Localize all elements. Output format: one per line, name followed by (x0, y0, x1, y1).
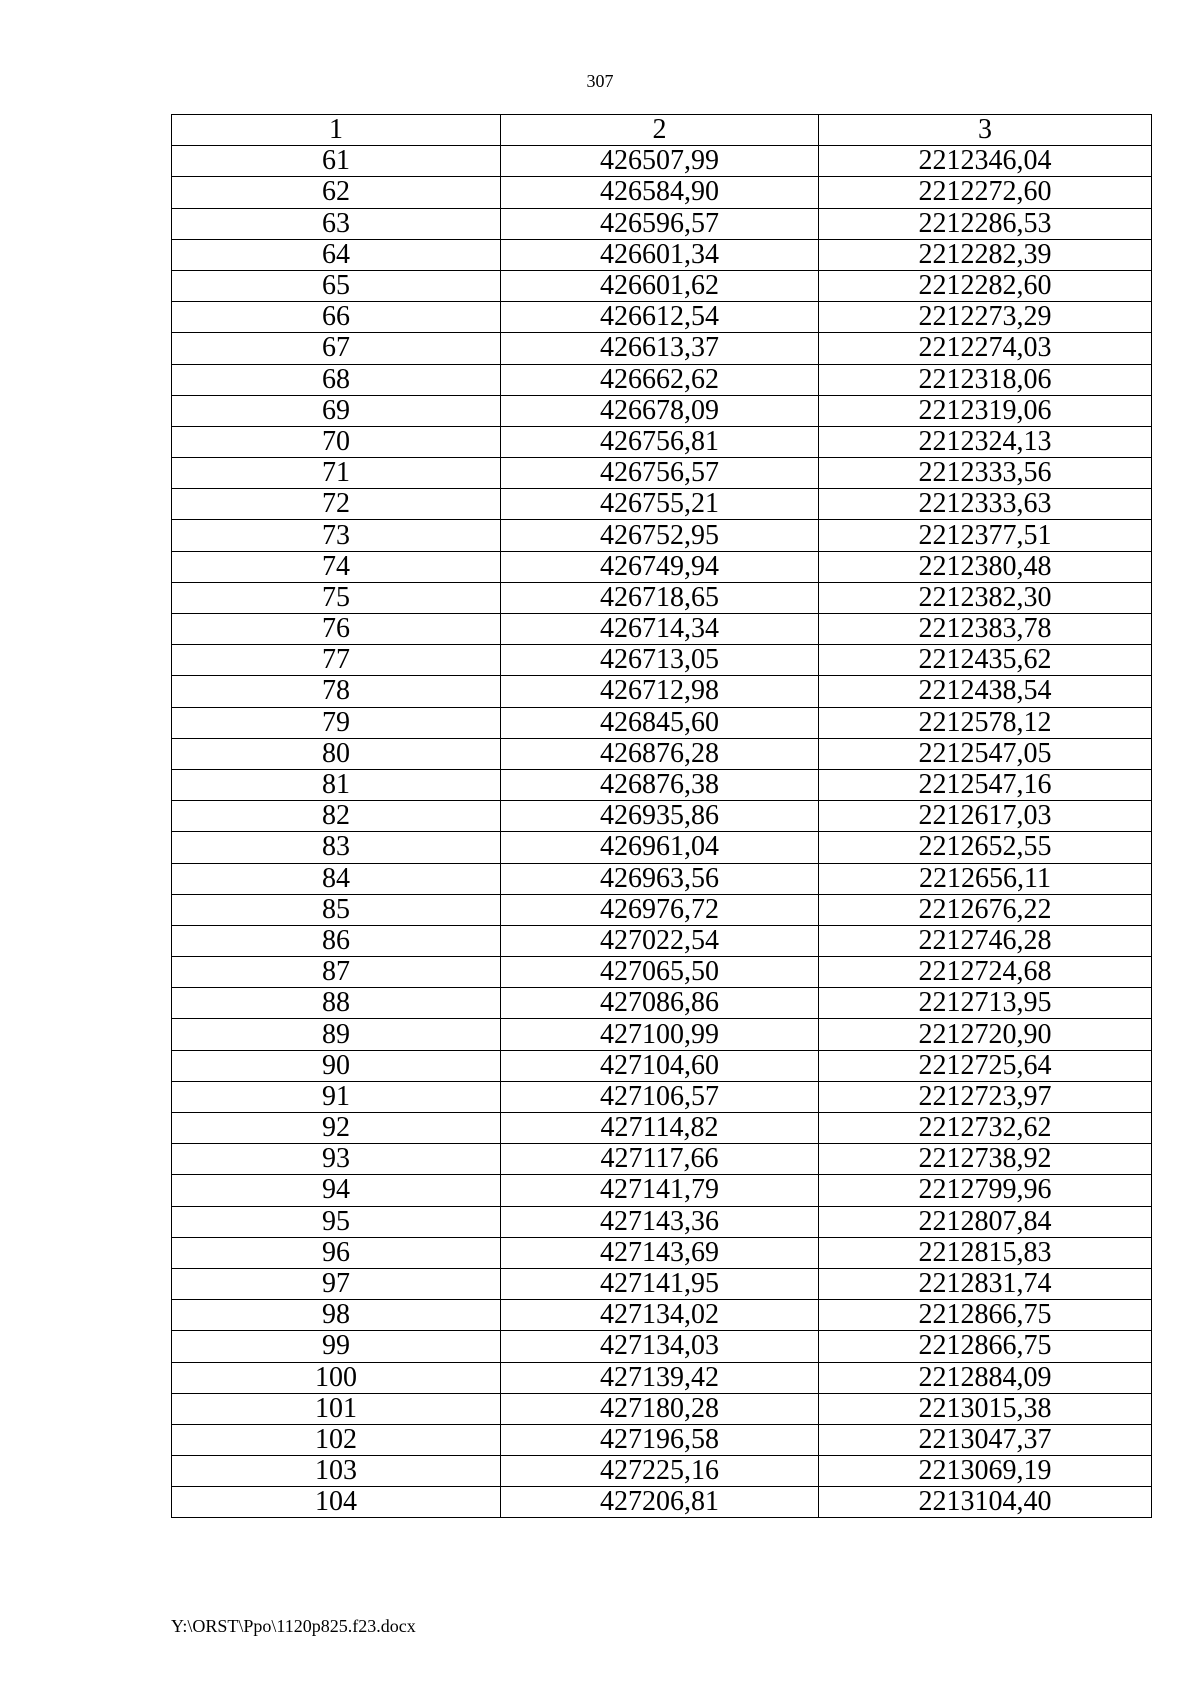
table-cell-col-3: 2212333,63 (819, 489, 1152, 520)
table-cell-col-2: 426756,81 (501, 426, 819, 457)
table-cell-col-1: 74 (172, 551, 501, 582)
table-cell-col-2: 426718,65 (501, 582, 819, 613)
table-cell-col-1: 103 (172, 1456, 501, 1487)
table-cell-col-3: 2212723,97 (819, 1081, 1152, 1112)
table-cell-col-1: 67 (172, 333, 501, 364)
table-row (172, 769, 1152, 800)
table-cell-col-3: 2212383,78 (819, 614, 1152, 645)
table-row (172, 707, 1152, 738)
table-cell-col-1: 80 (172, 738, 501, 769)
table-cell-col-3: 2212831,74 (819, 1268, 1152, 1299)
table-cell-col-2: 427141,95 (501, 1268, 819, 1299)
table-row (172, 1268, 1152, 1299)
table-cell-col-1: 84 (172, 863, 501, 894)
table-cell-col-1: 62 (172, 177, 501, 208)
table-cell-col-3: 2212720,90 (819, 1019, 1152, 1050)
table-cell-col-3: 2212438,54 (819, 676, 1152, 707)
table-cell-col-2: 427117,66 (501, 1144, 819, 1175)
table-row (172, 832, 1152, 863)
table-cell-col-2: 427143,36 (501, 1206, 819, 1237)
table-cell-col-3: 2212382,30 (819, 582, 1152, 613)
table-cell-col-2: 426662,62 (501, 364, 819, 395)
table-row (172, 1331, 1152, 1362)
table-row (172, 1237, 1152, 1268)
table-row (172, 582, 1152, 613)
table-cell-col-3: 2212866,75 (819, 1300, 1152, 1331)
table-cell-col-1: 82 (172, 801, 501, 832)
table-cell-col-3: 2212318,06 (819, 364, 1152, 395)
table-cell-col-3: 2212272,60 (819, 177, 1152, 208)
table-cell-col-2: 427086,86 (501, 988, 819, 1019)
table-cell-col-3: 2212724,68 (819, 957, 1152, 988)
table-cell-col-1: 104 (172, 1487, 501, 1518)
table-row (172, 302, 1152, 333)
table-row (172, 957, 1152, 988)
table-row (172, 1081, 1152, 1112)
table-row (172, 551, 1152, 582)
table-row (172, 801, 1152, 832)
table-cell-col-3: 2213015,38 (819, 1393, 1152, 1424)
table-cell-col-3: 2212547,16 (819, 769, 1152, 800)
table-cell-col-2: 426935,86 (501, 801, 819, 832)
footer-file-path: Y:\ORST\Ppo\1120p825.f23.docx (171, 1616, 416, 1636)
table-cell-col-3: 2212377,51 (819, 520, 1152, 551)
table-cell-col-1: 71 (172, 458, 501, 489)
table-cell-col-3: 2212273,29 (819, 302, 1152, 333)
table-cell-col-2: 426584,90 (501, 177, 819, 208)
table-cell-col-1: 69 (172, 395, 501, 426)
table-cell-col-3: 2212884,09 (819, 1362, 1152, 1393)
table-body (172, 146, 1152, 1518)
table-cell-col-1: 100 (172, 1362, 501, 1393)
table-cell-col-1: 89 (172, 1019, 501, 1050)
table-cell-col-3: 2212435,62 (819, 645, 1152, 676)
table-cell-col-1: 99 (172, 1331, 501, 1362)
table-cell-col-3: 2212319,06 (819, 395, 1152, 426)
table-cell-col-2: 426845,60 (501, 707, 819, 738)
table-cell-col-3: 2212380,48 (819, 551, 1152, 582)
table-cell-col-3: 2212282,39 (819, 239, 1152, 270)
table-cell-col-2: 427141,79 (501, 1175, 819, 1206)
table-cell-col-3: 2212676,22 (819, 894, 1152, 925)
column-header-1: 1 (172, 115, 501, 146)
table-cell-col-3: 2212578,12 (819, 707, 1152, 738)
table-row (172, 1175, 1152, 1206)
table-row (172, 489, 1152, 520)
table-cell-col-1: 102 (172, 1424, 501, 1455)
table-row (172, 1019, 1152, 1050)
table-row (172, 738, 1152, 769)
table-cell-col-1: 66 (172, 302, 501, 333)
table-cell-col-2: 426596,57 (501, 208, 819, 239)
table-cell-col-3: 2212656,11 (819, 863, 1152, 894)
table-row (172, 520, 1152, 551)
table-cell-col-1: 81 (172, 769, 501, 800)
table-cell-col-1: 79 (172, 707, 501, 738)
table-row (172, 614, 1152, 645)
table-cell-col-2: 427065,50 (501, 957, 819, 988)
table-cell-col-2: 426713,05 (501, 645, 819, 676)
table-cell-col-1: 96 (172, 1237, 501, 1268)
table-cell-col-3: 2212732,62 (819, 1113, 1152, 1144)
table-cell-col-1: 97 (172, 1268, 501, 1299)
table-cell-col-3: 2212815,83 (819, 1237, 1152, 1268)
table-row (172, 1393, 1152, 1424)
table-cell-col-2: 427225,16 (501, 1456, 819, 1487)
table-row (172, 1050, 1152, 1081)
table-cell-col-2: 427134,02 (501, 1300, 819, 1331)
table-cell-col-3: 2212346,04 (819, 146, 1152, 177)
table-cell-col-2: 427139,42 (501, 1362, 819, 1393)
table-cell-col-2: 426752,95 (501, 520, 819, 551)
table-cell-col-2: 426678,09 (501, 395, 819, 426)
table-cell-col-3: 2212333,56 (819, 458, 1152, 489)
table-cell-col-1: 73 (172, 520, 501, 551)
table-cell-col-2: 426963,56 (501, 863, 819, 894)
table-cell-col-3: 2213104,40 (819, 1487, 1152, 1518)
table-cell-col-1: 63 (172, 208, 501, 239)
table-row (172, 270, 1152, 301)
table-row (172, 426, 1152, 457)
table-cell-col-1: 91 (172, 1081, 501, 1112)
table-cell-col-1: 61 (172, 146, 501, 177)
table-cell-col-1: 65 (172, 270, 501, 301)
column-header-3: 3 (819, 115, 1152, 146)
table-cell-col-1: 88 (172, 988, 501, 1019)
table-row (172, 676, 1152, 707)
table-row (172, 988, 1152, 1019)
table-cell-col-1: 87 (172, 957, 501, 988)
table-cell-col-2: 427134,03 (501, 1331, 819, 1362)
coordinates-table (171, 114, 1152, 1518)
table-row (172, 1362, 1152, 1393)
table-cell-col-2: 427180,28 (501, 1393, 819, 1424)
table-cell-col-1: 76 (172, 614, 501, 645)
table-row (172, 364, 1152, 395)
table-row (172, 1206, 1152, 1237)
table-cell-col-2: 427100,99 (501, 1019, 819, 1050)
table-cell-col-1: 70 (172, 426, 501, 457)
page-number: 307 (586, 71, 614, 91)
table-cell-col-1: 95 (172, 1206, 501, 1237)
table-row (172, 1144, 1152, 1175)
table-cell-col-1: 64 (172, 239, 501, 270)
table-row (172, 925, 1152, 956)
table-cell-col-1: 83 (172, 832, 501, 863)
table-cell-col-3: 2212286,53 (819, 208, 1152, 239)
table-cell-col-2: 427114,82 (501, 1113, 819, 1144)
table-cell-col-1: 101 (172, 1393, 501, 1424)
table-cell-col-3: 2212547,05 (819, 738, 1152, 769)
table-row (172, 458, 1152, 489)
table-cell-col-3: 2212713,95 (819, 988, 1152, 1019)
table-cell-col-3: 2213069,19 (819, 1456, 1152, 1487)
table-cell-col-2: 426714,34 (501, 614, 819, 645)
table-cell-col-1: 93 (172, 1144, 501, 1175)
table-cell-col-1: 90 (172, 1050, 501, 1081)
table-cell-col-3: 2212746,28 (819, 925, 1152, 956)
table-cell-col-2: 426755,21 (501, 489, 819, 520)
table-row (172, 894, 1152, 925)
table-cell-col-3: 2212807,84 (819, 1206, 1152, 1237)
table-cell-col-3: 2212282,60 (819, 270, 1152, 301)
table-cell-col-2: 426876,28 (501, 738, 819, 769)
table-cell-col-3: 2213047,37 (819, 1424, 1152, 1455)
table-cell-col-1: 92 (172, 1113, 501, 1144)
table-cell-col-3: 2212866,75 (819, 1331, 1152, 1362)
table-cell-col-2: 427206,81 (501, 1487, 819, 1518)
table-cell-col-2: 426601,62 (501, 270, 819, 301)
table-cell-col-2: 426507,99 (501, 146, 819, 177)
table-cell-col-2: 426976,72 (501, 894, 819, 925)
table-cell-col-3: 2212799,96 (819, 1175, 1152, 1206)
table-cell-col-2: 426756,57 (501, 458, 819, 489)
table-row (172, 863, 1152, 894)
table-cell-col-2: 426612,54 (501, 302, 819, 333)
table-row (172, 177, 1152, 208)
column-header-2: 2 (501, 115, 819, 146)
table-row (172, 333, 1152, 364)
table-cell-col-2: 426876,38 (501, 769, 819, 800)
table-row (172, 146, 1152, 177)
table-cell-col-2: 426601,34 (501, 239, 819, 270)
table-cell-col-3: 2212725,64 (819, 1050, 1152, 1081)
table-cell-col-1: 78 (172, 676, 501, 707)
table-row (172, 208, 1152, 239)
table-cell-col-1: 77 (172, 645, 501, 676)
table-cell-col-1: 98 (172, 1300, 501, 1331)
table-cell-col-2: 427022,54 (501, 925, 819, 956)
table-row (172, 239, 1152, 270)
table-row (172, 1424, 1152, 1455)
table-cell-col-2: 426712,98 (501, 676, 819, 707)
table-row (172, 645, 1152, 676)
table-cell-col-1: 94 (172, 1175, 501, 1206)
table-cell-col-2: 426749,94 (501, 551, 819, 582)
table-cell-col-3: 2212617,03 (819, 801, 1152, 832)
table-cell-col-1: 75 (172, 582, 501, 613)
table-cell-col-2: 427104,60 (501, 1050, 819, 1081)
table-row (172, 1300, 1152, 1331)
table-cell-col-3: 2212738,92 (819, 1144, 1152, 1175)
table-cell-col-2: 427143,69 (501, 1237, 819, 1268)
table-cell-col-3: 2212652,55 (819, 832, 1152, 863)
table-cell-col-2: 426613,37 (501, 333, 819, 364)
table-row (172, 1487, 1152, 1518)
table-row (172, 1113, 1152, 1144)
table-cell-col-2: 427106,57 (501, 1081, 819, 1112)
table-cell-col-2: 426961,04 (501, 832, 819, 863)
table-cell-col-2: 427196,58 (501, 1424, 819, 1455)
table-cell-col-3: 2212274,03 (819, 333, 1152, 364)
table-cell-col-1: 85 (172, 894, 501, 925)
table-cell-col-1: 86 (172, 925, 501, 956)
table-cell-col-3: 2212324,13 (819, 426, 1152, 457)
table-row (172, 1456, 1152, 1487)
table-header-row (172, 115, 1152, 146)
table-cell-col-1: 72 (172, 489, 501, 520)
table-cell-col-1: 68 (172, 364, 501, 395)
table-row (172, 395, 1152, 426)
